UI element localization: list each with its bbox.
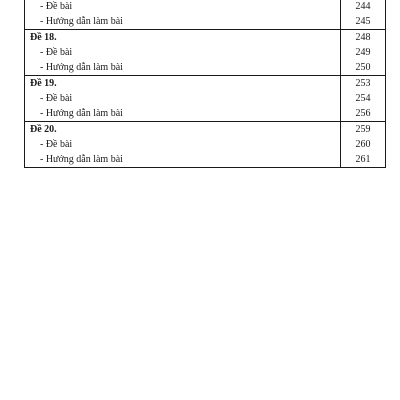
toc-item-page: 254	[341, 91, 386, 106]
toc-item-label: - Đề bài	[25, 45, 341, 60]
toc-item-page: 261	[341, 152, 386, 168]
toc-group-title: Đề 18.	[25, 30, 341, 46]
toc-group-title: Đề 19.	[25, 76, 341, 92]
toc-group-page: 253	[341, 76, 386, 92]
toc-row	[25, 0, 386, 14]
toc-item-label: - Hướng dẫn làm bài	[25, 152, 341, 168]
toc-group-page: 248	[341, 30, 386, 46]
toc-row	[25, 91, 386, 106]
toc-group-header	[25, 122, 386, 138]
toc-item-page: 260	[341, 137, 386, 152]
toc-item-label: - Đề bài	[25, 91, 341, 106]
toc-item-page: 244	[341, 0, 386, 14]
toc-item-page: 245	[341, 14, 386, 30]
table-of-contents	[24, 0, 386, 168]
toc-row	[25, 106, 386, 122]
toc-row	[25, 152, 386, 168]
toc-item-label: - Đề bài	[25, 0, 341, 14]
toc-row	[25, 137, 386, 152]
toc-item-label: - Hướng dẫn làm bài	[25, 60, 341, 76]
toc-group-header	[25, 76, 386, 92]
toc-row	[25, 45, 386, 60]
toc-item-page: 256	[341, 106, 386, 122]
toc-item-page: 249	[341, 45, 386, 60]
toc-item-page: 250	[341, 60, 386, 76]
toc-group-title: Đề 20.	[25, 122, 341, 138]
toc-group-page: 259	[341, 122, 386, 138]
toc-item-label: - Hướng dẫn làm bài	[25, 106, 341, 122]
toc-row	[25, 14, 386, 30]
toc-item-label: - Hướng dẫn làm bài	[25, 14, 341, 30]
toc-row	[25, 60, 386, 76]
toc-item-label: - Đề bài	[25, 137, 341, 152]
toc-group-header	[25, 30, 386, 46]
